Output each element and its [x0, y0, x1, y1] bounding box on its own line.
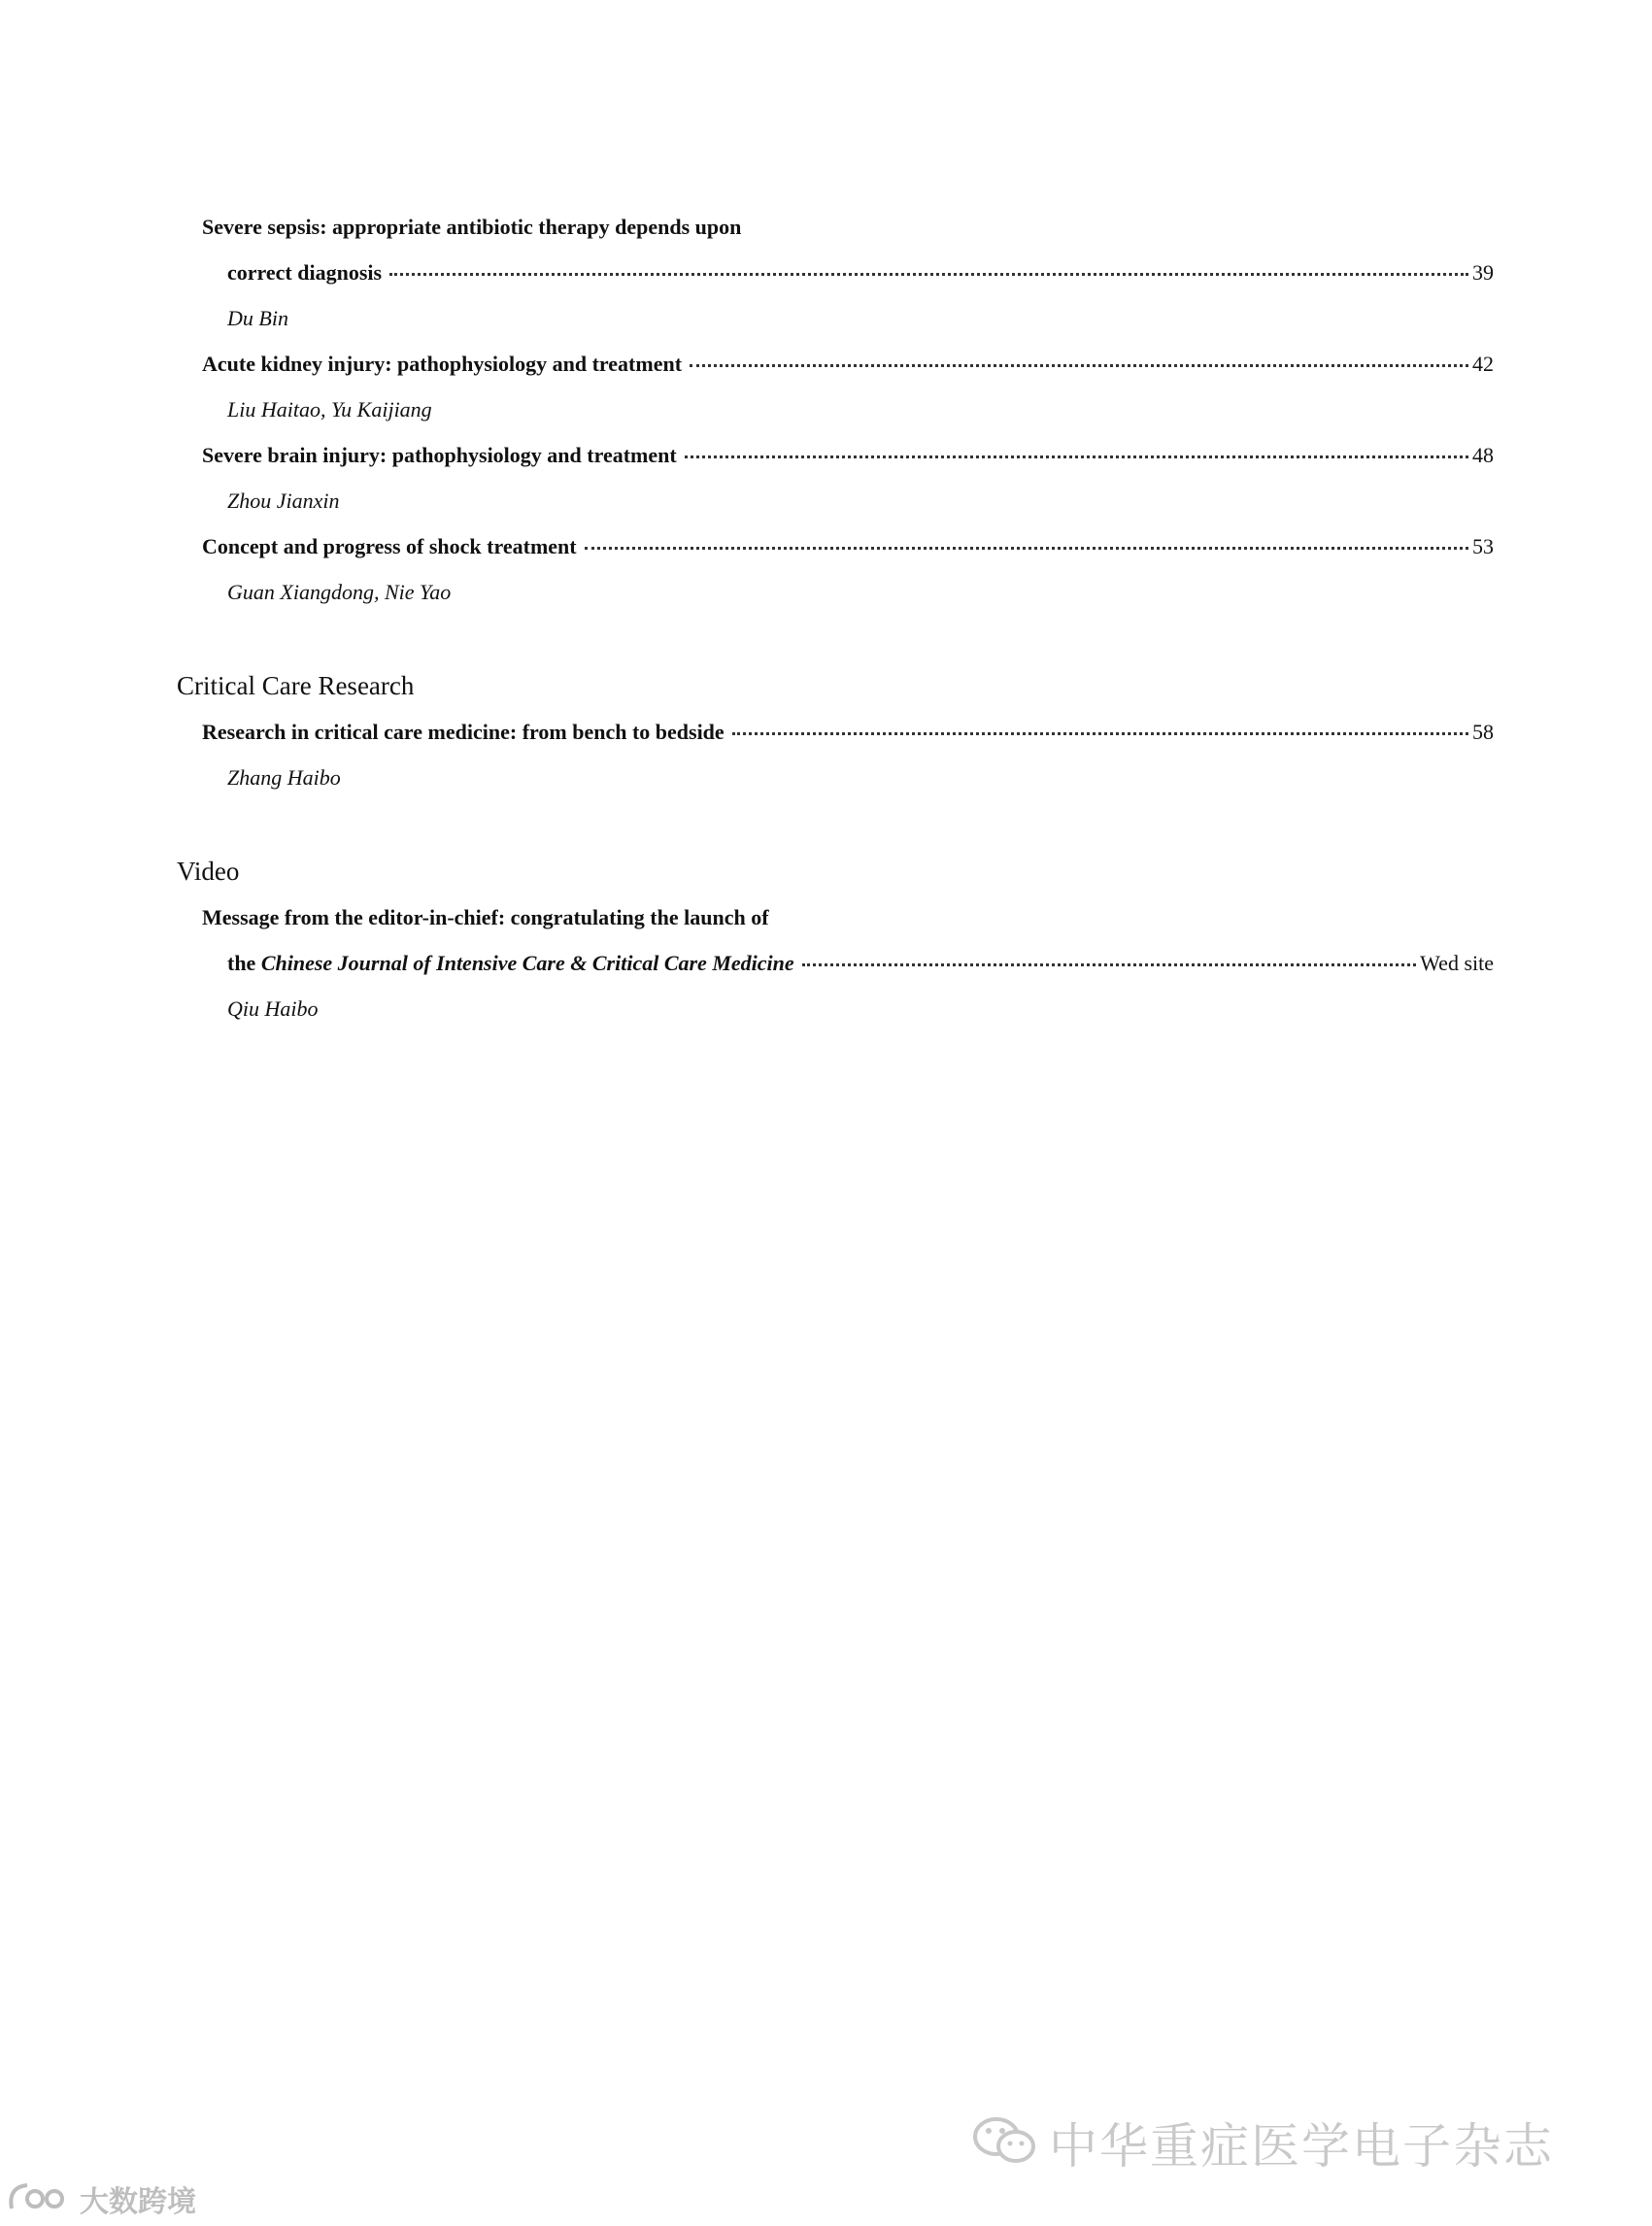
dot-leader — [802, 963, 1417, 966]
page-number: 39 — [1472, 260, 1494, 285]
page-number: 53 — [1472, 534, 1494, 558]
toc-entry-row[interactable] — [202, 432, 1494, 478]
table-of-contents — [177, 204, 1494, 1031]
toc-entry-title[interactable]: Message from the editor-in-chief: congratulating the launch of — [202, 905, 769, 929]
toc-entry-title: Severe brain injury: pathophysiology and treatment — [202, 443, 677, 467]
toc-entry-row[interactable] — [202, 341, 1494, 387]
toc-author: Qiu Haibo — [227, 996, 319, 1021]
toc-author: Liu Haitao, Yu Kaijiang — [227, 397, 432, 422]
watermark-left — [6, 2179, 196, 2218]
watermark-text: 大数跨境 — [80, 2185, 196, 2219]
watermark-text: 中华重症医学电子杂志 — [1049, 2118, 1554, 2175]
toc-entry-title — [227, 940, 794, 986]
toc-author: Zhang Haibo — [227, 765, 341, 790]
dot-leader — [389, 273, 1468, 276]
logo-icon — [6, 2179, 74, 2219]
dot-leader — [690, 364, 1468, 367]
watermark-right — [971, 2113, 1632, 2175]
page-number: 42 — [1472, 352, 1494, 376]
toc-author: Zhou Jianxin — [227, 489, 340, 513]
dot-leader — [732, 732, 1468, 735]
dot-leader — [685, 455, 1468, 458]
page-number: 48 — [1472, 443, 1494, 467]
toc-entry-row[interactable] — [227, 250, 1494, 295]
toc-entry-title: correct diagnosis — [227, 260, 383, 285]
toc-entry-row[interactable] — [202, 523, 1494, 569]
toc-entry-row[interactable] — [202, 709, 1494, 755]
dot-leader — [585, 547, 1468, 550]
wechat-icon — [971, 2113, 1039, 2173]
title-prefix: the — [227, 951, 256, 975]
toc-author: Guan Xiangdong, Nie Yao — [227, 580, 452, 604]
page-number: 58 — [1472, 720, 1494, 744]
toc-entry-row[interactable] — [227, 940, 1494, 986]
section-heading: Critical Care Research — [177, 671, 415, 700]
toc-entry-title: Research in critical care medicine: from bench to bedside — [202, 720, 725, 744]
journal-name: Chinese Journal of Intensive Care & Critical Care Medicine — [260, 951, 794, 975]
page-number: Wed site — [1420, 951, 1494, 975]
toc-author: Du Bin — [227, 306, 288, 330]
toc-entry-title[interactable]: Severe sepsis: appropriate antibiotic therapy depends upon — [202, 215, 742, 239]
section-heading: Video — [177, 857, 240, 886]
toc-entry-title: Acute kidney injury: pathophysiology and treatment — [202, 352, 683, 376]
toc-entry-title: Concept and progress of shock treatment — [202, 534, 577, 558]
